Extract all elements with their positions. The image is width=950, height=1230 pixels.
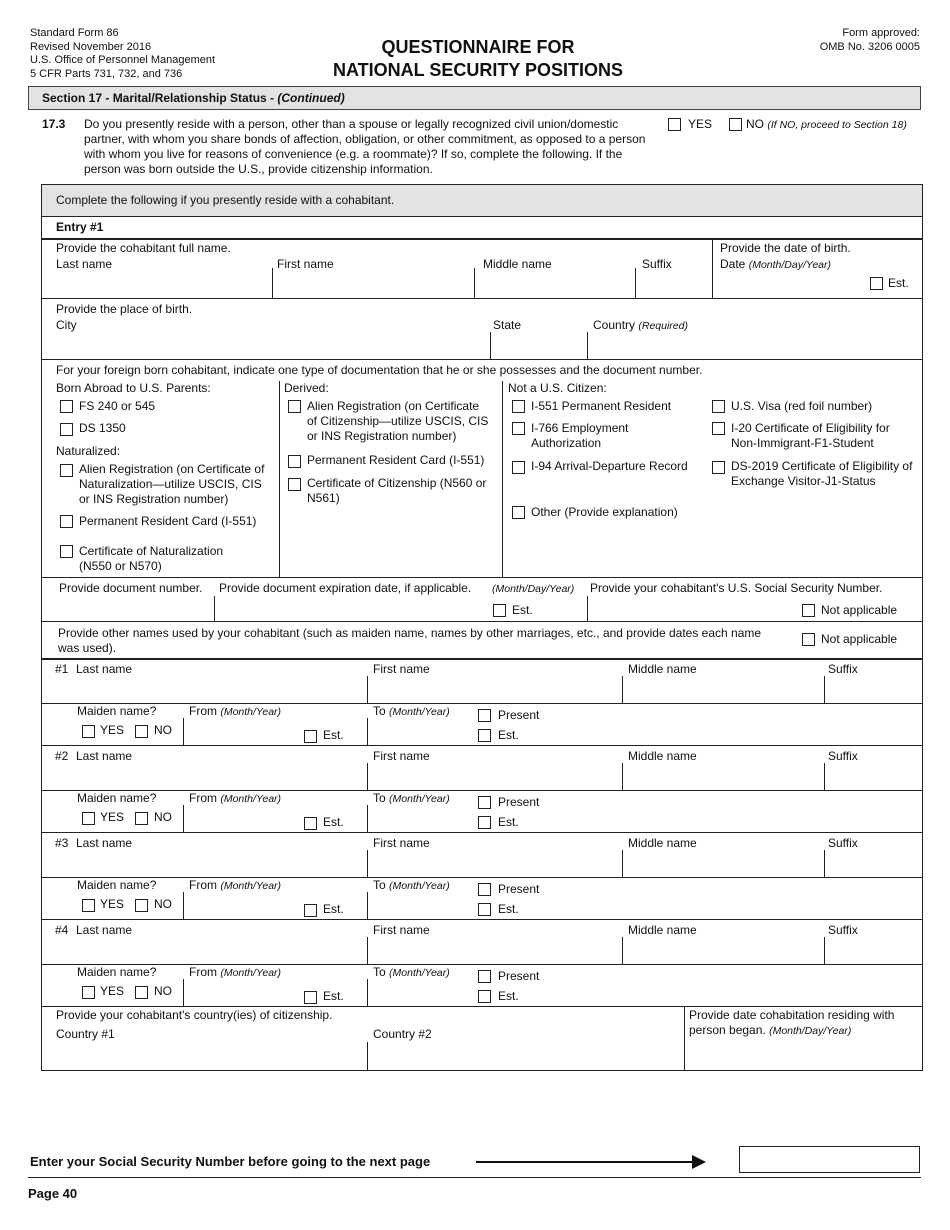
present-checkbox[interactable] (478, 709, 491, 722)
from-text: From (189, 791, 217, 805)
other-names-prompt: Provide other names used by your cohabitant (such as maiden name, names by other marriages, etc., and provide dates each name was used). (58, 626, 762, 655)
page-title (300, 36, 656, 82)
der-alien-checkbox[interactable] (288, 400, 301, 413)
entry-label: Entry #1 (56, 220, 104, 234)
ds2019-checkbox[interactable] (712, 461, 725, 474)
to-label (373, 704, 450, 720)
der-prc-label: Permanent Resident Card (I-551) (307, 453, 485, 467)
last-name-label: Last name (76, 836, 133, 850)
exp-est-label: Est. (512, 603, 533, 617)
suffix-label: Suffix (828, 662, 858, 676)
page-number: Page 40 (28, 1186, 78, 1201)
ssn-na-label: Not applicable (821, 603, 898, 617)
nat-cert-label: Certificate of Naturalization (N550 or N570) (79, 544, 224, 573)
title-line: QUESTIONNAIRE FOR (381, 37, 575, 57)
maiden-no-label: NO (154, 984, 172, 998)
cohabitation-began-label (689, 1008, 917, 1039)
form-line: U.S. Office of Personnel Management (30, 54, 216, 66)
from-est-label: Est. (323, 815, 344, 829)
from-text: From (189, 878, 217, 892)
nat-prc-checkbox[interactable] (60, 515, 73, 528)
nat-alien-label: Alien Registration (on Certificate of Naturalization—utilize USCIS, CIS or INS Registration number) (79, 462, 265, 506)
section-header (28, 86, 921, 110)
to-format: (Month/Year) (389, 793, 450, 805)
city-label: City (56, 318, 77, 332)
ssn-footer-input[interactable] (739, 1146, 920, 1173)
middle-name-label: Middle name (483, 257, 552, 271)
ssn-na-checkbox[interactable] (802, 604, 815, 617)
present-label: Present (498, 708, 540, 722)
maiden-yes-checkbox[interactable] (82, 986, 95, 999)
country2-label: Country #2 (373, 1027, 432, 1041)
doc-expiration-label: Provide document expiration date, if applicable. (219, 581, 472, 595)
no-checkbox[interactable] (729, 118, 742, 131)
to-text: To (373, 965, 386, 979)
dob-format: (Month/Day/Year) (748, 259, 831, 271)
from-label (189, 878, 281, 894)
dob-label (720, 257, 831, 273)
approval-line: Form approved: (842, 27, 920, 39)
i20-label: I-20 Certificate of Eligibility for Non-Immigrant-F1-Student (731, 421, 890, 450)
to-est-label: Est. (498, 815, 519, 829)
question-number: 17.3 (42, 117, 66, 131)
from-est-checkbox[interactable] (304, 904, 317, 917)
entry-number: #3 (55, 836, 69, 850)
ds2019-label: DS-2019 Certificate of Eligibility of Exchange Visitor-J1-Status (731, 459, 913, 488)
country-label (593, 318, 688, 334)
to-format: (Month/Year) (389, 706, 450, 718)
entry-number: #1 (55, 662, 69, 676)
fs240-label: FS 240 or 545 (79, 399, 156, 413)
i766-label: I-766 Employment Authorization (531, 421, 629, 450)
arrow-line (476, 1161, 696, 1163)
to-format: (Month/Year) (389, 880, 450, 892)
form-identifier (30, 27, 215, 81)
visa-label: U.S. Visa (red foil number) (731, 399, 873, 413)
from-format: (Month/Year) (220, 880, 282, 892)
dob-est-checkbox[interactable] (870, 277, 883, 290)
der-cert-label: Certificate of Citizenship (N560 or N561) (307, 476, 487, 505)
fs240-checkbox[interactable] (60, 400, 73, 413)
to-est-checkbox[interactable] (478, 729, 491, 742)
first-name-label: First name (373, 749, 430, 763)
present-checkbox[interactable] (478, 796, 491, 809)
question-text: Do you presently reside with a person, other than a spouse or legally recognized civil union/domestic partner, with whom you share bonds of affection, obligation, or other commitment, as opposed to a person with whom you live for reasons of convenience (e.g. a roommate)? If so, complete the following. If the person was born outside the U.S., provide citizenship information. (84, 117, 646, 176)
country-text: Country (593, 318, 636, 332)
began-text: Provide date cohabitation residing with person began. (689, 1008, 895, 1037)
maiden-no-label: NO (154, 897, 172, 911)
exp-est-checkbox[interactable] (493, 604, 506, 617)
present-label: Present (498, 795, 540, 809)
to-est-label: Est. (498, 902, 519, 916)
form-line: 5 CFR Parts 731, 732, and 736 (30, 67, 183, 80)
approval-line: OMB No. 3206 0005 (819, 40, 920, 53)
maiden-yes-checkbox[interactable] (82, 899, 95, 912)
first-name-label: First name (373, 662, 430, 676)
der-cert-checkbox[interactable] (288, 478, 301, 491)
to-label (373, 791, 450, 807)
form-line: Standard Form 86 (30, 27, 119, 39)
maiden-name-label: Maiden name? (77, 704, 157, 718)
i94-checkbox[interactable] (512, 461, 525, 474)
block-intro: Complete the following if you presently reside with a cohabitant. (56, 193, 395, 207)
from-text: From (189, 704, 217, 718)
first-name-label: First name (373, 923, 430, 937)
to-text: To (373, 878, 386, 892)
ds1350-label: DS 1350 (79, 421, 126, 435)
to-format: (Month/Year) (389, 967, 450, 979)
maiden-name-label: Maiden name? (77, 965, 157, 979)
i551-label: I-551 Permanent Resident (531, 399, 672, 413)
from-text: From (189, 965, 217, 979)
nat-prc-label: Permanent Resident Card (I-551) (79, 514, 257, 528)
maiden-name-label: Maiden name? (77, 878, 157, 892)
from-est-checkbox[interactable] (304, 991, 317, 1004)
naturalized-heading: Naturalized: (56, 444, 121, 458)
name-prompt: Provide the cohabitant full name. (56, 241, 231, 255)
maiden-no-label: NO (154, 723, 172, 737)
entry-number: #2 (55, 749, 69, 763)
last-name-label: Last name (76, 923, 133, 937)
from-format: (Month/Year) (220, 706, 282, 718)
to-text: To (373, 704, 386, 718)
suffix-label: Suffix (828, 923, 858, 937)
from-format: (Month/Year) (220, 967, 282, 979)
nat-alien-checkbox[interactable] (60, 464, 73, 477)
section-title-suffix: (Continued) (277, 91, 345, 105)
der-prc-checkbox[interactable] (288, 455, 301, 468)
began-format: (Month/Day/Year) (769, 1025, 852, 1037)
i551-checkbox[interactable] (512, 400, 525, 413)
to-est-checkbox[interactable] (478, 816, 491, 829)
present-label: Present (498, 882, 540, 896)
title-line: NATIONAL SECURITY POSITIONS (332, 60, 624, 80)
maiden-yes-label: YES (100, 984, 125, 998)
der-alien-label: Alien Registration (on Certificate of Citizenship—utilize USCIS, CIS or INS Registration number) (307, 399, 489, 443)
i20-checkbox[interactable] (712, 422, 725, 435)
to-label (373, 965, 450, 981)
nat-cert-checkbox[interactable] (60, 545, 73, 558)
maiden-yes-label: YES (100, 723, 125, 737)
from-est-label: Est. (323, 989, 344, 1003)
present-label: Present (498, 969, 540, 983)
other-doc-label: Other (Provide explanation) (531, 505, 678, 519)
country-note: (Required) (638, 320, 688, 332)
last-name-label: Last name (56, 257, 113, 271)
maiden-name-label: Maiden name? (77, 791, 157, 805)
yes-checkbox[interactable] (668, 118, 681, 131)
i94-label: I-94 Arrival-Departure Record (531, 459, 688, 473)
maiden-no-checkbox[interactable] (135, 725, 148, 738)
first-name-label: First name (277, 257, 334, 271)
born-abroad-heading: Born Abroad to U.S. Parents: (56, 381, 211, 395)
other-doc-checkbox[interactable] (512, 506, 525, 519)
ssn-label: Provide your cohabitant's U.S. Social Security Number. (590, 581, 883, 595)
derived-heading: Derived: (284, 381, 329, 395)
maiden-no-checkbox[interactable] (135, 899, 148, 912)
maiden-yes-checkbox[interactable] (82, 725, 95, 738)
suffix-label: Suffix (828, 836, 858, 850)
visa-checkbox[interactable] (712, 400, 725, 413)
maiden-no-label: NO (154, 810, 172, 824)
to-est-checkbox[interactable] (478, 990, 491, 1003)
from-format: (Month/Year) (220, 793, 282, 805)
doc-number-label: Provide document number. (59, 581, 203, 595)
last-name-label: Last name (76, 662, 133, 676)
arrow-right-icon (692, 1155, 706, 1169)
last-name-label: Last name (76, 749, 133, 763)
middle-name-label: Middle name (628, 923, 697, 937)
maiden-no-checkbox[interactable] (135, 986, 148, 999)
entry-number: #4 (55, 923, 69, 937)
ds1350-checkbox[interactable] (60, 423, 73, 436)
no-note: (If NO, proceed to Section 18) (767, 119, 907, 131)
to-label (373, 878, 450, 894)
present-checkbox[interactable] (478, 970, 491, 983)
other-names-na-label: Not applicable (821, 632, 898, 646)
from-label (189, 704, 281, 720)
section-title: Section 17 - Marital/Relationship Status - (42, 91, 278, 105)
other-names-na-checkbox[interactable] (802, 633, 815, 646)
suffix-label: Suffix (828, 749, 858, 763)
maiden-yes-label: YES (100, 897, 125, 911)
i766-checkbox[interactable] (512, 422, 525, 435)
to-est-label: Est. (498, 989, 519, 1003)
present-checkbox[interactable] (478, 883, 491, 896)
birth-prompt: Provide the place of birth. (56, 302, 193, 316)
citizenship-prompt: Provide your cohabitant's country(ies) of citizenship. (56, 1008, 333, 1022)
omb-approval (820, 27, 920, 54)
first-name-label: First name (373, 836, 430, 850)
no-label (746, 117, 907, 133)
to-est-checkbox[interactable] (478, 903, 491, 916)
no-text: NO (746, 117, 764, 131)
maiden-yes-checkbox[interactable] (82, 812, 95, 825)
not-citizen-heading: Not a U.S. Citizen: (508, 381, 607, 395)
middle-name-label: Middle name (628, 662, 697, 676)
dob-text: Date (720, 257, 746, 271)
docs-prompt: For your foreign born cohabitant, indicate one type of documentation that he or she possesses and the document number. (56, 363, 703, 377)
from-est-label: Est. (323, 902, 344, 916)
maiden-no-checkbox[interactable] (135, 812, 148, 825)
ssn-footer-prompt: Enter your Social Security Number before going to the next page (30, 1154, 431, 1169)
yes-label: YES (688, 117, 713, 131)
from-label (189, 965, 281, 981)
suffix-label: Suffix (642, 257, 672, 271)
country1-label: Country #1 (56, 1027, 115, 1041)
middle-name-label: Middle name (628, 749, 697, 763)
dob-est-label: Est. (888, 276, 909, 290)
from-est-label: Est. (323, 728, 344, 742)
to-text: To (373, 791, 386, 805)
from-est-checkbox[interactable] (304, 817, 317, 830)
maiden-yes-label: YES (100, 810, 125, 824)
from-est-checkbox[interactable] (304, 730, 317, 743)
to-est-label: Est. (498, 728, 519, 742)
from-label (189, 791, 281, 807)
doc-expiration-format: (Month/Day/Year) (492, 583, 575, 595)
state-label: State (493, 318, 522, 332)
form-line: Revised November 2016 (30, 40, 152, 53)
dob-prompt: Provide the date of birth. (720, 241, 851, 255)
middle-name-label: Middle name (628, 836, 697, 850)
